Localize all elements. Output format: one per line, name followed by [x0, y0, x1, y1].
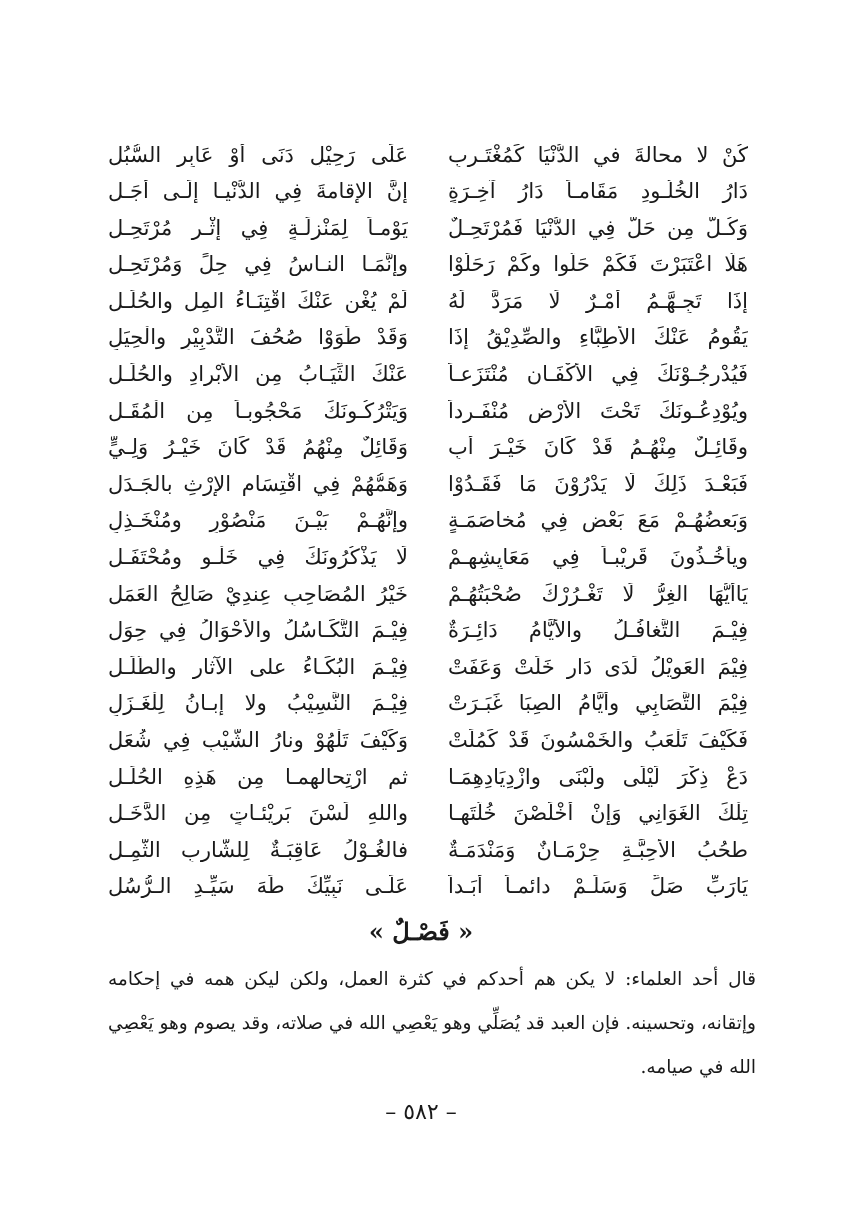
verse-first-hemistich: فِيْمَ العَوِيْلُ لَدَى دَارٍ خَلَتْ وَعَفَتْ — [448, 655, 748, 679]
verse-line — [108, 825, 748, 862]
verse-first-hemistich: يَارَبِّ صَلِّ وَسَلِّـمْ دائمـاً أَبَـداً — [448, 875, 748, 899]
verse-first-hemistich: فِيْمَ التَّصَابِي وأَيَّامُ الصِبَا غَبَـرَتْ — [448, 692, 748, 716]
verse-first-hemistich: دَعْ ذِكْرَ لَيْلَى ولُبْنَى وازْدِيَادِهِمَـا — [448, 765, 748, 789]
verse-second-hemistich: لَمْ يُغْنِ عَنْكَ اقْتِنَـاءُ المِلِ والحُلَـلِ — [108, 289, 408, 313]
verse-first-hemistich: فَكَيْفَ تَلْعَبُ والخَمْسُونَ قَدْ كَمُلَتْ — [448, 729, 748, 752]
verse-first-hemistich: يَاأَيُّهَا الغِرُّ لَا تَغْـرُرْكَ صُحْبَتُهُـمْ — [448, 582, 748, 606]
verse-first-hemistich: فَيُدْرِجُـوْنَكَ فِي الأَكْفَـانِ مُنْتَزَعـاً — [448, 363, 748, 387]
verse-line — [108, 642, 748, 679]
verse-first-hemistich: يَقُومُ عَنْكَ الأَطِبَّاءِ والصِّدِيْقُ إِذَا — [448, 326, 748, 350]
verse-second-hemistich: عَلَـى نَبِيِّكَ طَهَ سَيِّـدِ الـرُّسُلِ — [108, 875, 408, 899]
verse-line — [108, 459, 748, 496]
verse-first-hemistich: فِيْـمَ التَّغافُـلُ والأَيَّامُ دَائِـرَةٌ — [448, 619, 748, 643]
verse-second-hemistich: ثم ارْتِحالهمـا مِن هَذِهِ الحُلَـلِ — [108, 765, 408, 789]
verse-second-hemistich: عَنْكَ الثِّيَـابُ مِن الأَبْرادِ والحُلَـلِ — [108, 363, 408, 387]
verse-second-hemistich: إِنَّ الإقامةَ فِي الدُّنْيـا إِلَـى أَجَـلِ — [108, 180, 408, 204]
verse-first-hemistich: وَبَعضُهُـمْ مَعَ بَعْضٍ فِي مُخاصَمَـةٍ — [448, 509, 748, 533]
page-number: – ٥٨٢ – — [385, 1100, 457, 1125]
verse-line — [108, 789, 748, 826]
verse-second-hemistich: يَوْمـاً لِمَنْزِلَـةٍ فِي إِثْـرِ مُرْتَحِـلِ — [108, 216, 408, 240]
verse-line — [108, 423, 748, 460]
verse-line — [108, 533, 748, 570]
verse-second-hemistich: واللهِ لَسْنَ بَرِيْئـاتٍ مِن الدَّخَـلِ — [108, 802, 408, 826]
verse-second-hemistich: فِيْـمَ البُكَـاءُ على الآثارِ والطَّلَـلِ — [108, 655, 408, 679]
verse-second-hemistich: وإِنَّمَـا النـاسُ فِي حِلٍّ وَمُرْتَحِـلِ — [108, 253, 408, 277]
verse-first-hemistich: ويأْخُـذُونَ قَرِيْبـاً فِي مَعَايِشِهِـمْ — [448, 546, 748, 570]
verse-second-hemistich: وإِنَّهُـمْ بَيْـنَ مَنْصُوْرٍ ومُنْخَـذِلِ — [108, 509, 408, 533]
verse-line — [108, 130, 748, 167]
verse-first-hemistich: دَارُ الخُلُـودِ مَقَامـاً دَارُ آخِـرَةٍ — [448, 180, 748, 204]
verse-second-hemistich: وَقَائِلٌ مِنْهُمُ قَدْ كَانَ خَيْـرُ وَلِـيٍّ — [108, 436, 408, 460]
verse-line — [108, 350, 748, 387]
verse-line — [108, 203, 748, 240]
verse-line — [108, 752, 748, 789]
prose-paragraph: قال أحد العلماء: لا يكن هم أحدكم في كثرة العمل، ولكن ليكن همه في إحكامه وإتقانه، وتحسينه. فإن العبد قد يُصَلِّي وهو يَعْصِي الله في صلاته، وقد يصوم وهو يَعْصِي الله في صيامه. — [108, 969, 756, 1078]
verse-first-hemistich: فَبَعْـدَ ذَلِكَ لَا يَدْرُوْنَ مَا فَقَـدُوْا — [448, 472, 748, 496]
poem-verses — [108, 130, 748, 898]
verse-line — [108, 386, 748, 423]
verse-line — [108, 569, 748, 606]
verse-second-hemistich: وَيَتْرُكُـونَكَ مَحْجُوبـاً مِن الْمُقَـلِ — [108, 399, 408, 423]
verse-second-hemistich: وَقَدْ طَوَوْا صُحُفَ التَّدْبِيْرِ والْحِيَلِ — [108, 326, 408, 350]
verse-first-hemistich: وَكُـلُّ مِن حَلَّ فِي الدُّنْيَا فَمُرْتَحِـلٌ — [448, 216, 748, 240]
verse-first-hemistich: تِلْكَ الغَوَانِي وَإِنْ أَخْلَصْنَ خُلَّتَهـا — [448, 802, 748, 826]
verse-line — [108, 167, 748, 204]
verse-line — [108, 496, 748, 533]
verse-second-hemistich: فِيْـمَ التَّكَـاسُلُ والأَحْوَالُ فِي حِوَلِ — [108, 619, 408, 643]
verse-line — [108, 276, 748, 313]
verse-line — [108, 606, 748, 643]
verse-line — [108, 716, 748, 753]
verse-second-hemistich: فِيْـمَ النَّسِيْبُ ولا إِبـانُ لِلْغَـزَلِ — [108, 692, 408, 716]
verse-second-hemistich: وَهَمُّهُمْ فِي اقْتِسَامِ الإِرْثِ بالجَـدَلِ — [108, 472, 408, 496]
verse-second-hemistich: فالغُـوْلُ عَاقِبَـةٌ لِلشَّارِبِ الثَّمِـلِ — [108, 838, 408, 862]
verse-second-hemistich: عَلَى رَحِيْلٍ دَنَى أَوْ عَابِرِ السُّبُلِ — [108, 143, 408, 167]
verse-first-hemistich: ويُوْدِعُـونَكَ تَحْتَ الأَرْضِ مُنْفَـرِداً — [448, 399, 748, 423]
verse-line — [108, 862, 748, 899]
section-heading: « فَصْـلٌ » — [368, 917, 474, 946]
verse-first-hemistich: هَلَّا اعْتَبَرْتَ فَكَمْ حَلُّوا وكَمْ رَحَلُوْا — [448, 253, 748, 277]
verse-line — [108, 240, 748, 277]
verse-second-hemistich: لَا يَذْكُرُونَكَ فِي خَلْـوٍ ومُحْتَفَـلِ — [108, 546, 408, 570]
verse-first-hemistich: طحُبُ الأَحِبَّـةِ حِرْمَـانٌ وَمَنْدَمَـةٌ — [448, 838, 748, 862]
verse-second-hemistich: وَكَيْفَ تَلْهُوْ ونارُ الشَّيْبِ فِي شُعَلِ — [108, 729, 408, 752]
verse-second-hemistich: خَيْرُ المُصَاحِبِ عِندِيْ صَالِحُ العَمَلِ — [108, 582, 408, 606]
verse-first-hemistich: كُنْ لا محالةَ في الدُّنْيَا كَمُغْتَـرِبٍ — [448, 143, 748, 167]
verse-line — [108, 313, 748, 350]
verse-first-hemistich: إِذَا تَجِـهَّـمُ أَمْـرٌ لَا مَرَدَّ لَهُ — [448, 289, 748, 313]
verse-line — [108, 679, 748, 716]
verse-first-hemistich: وقَائِـلٌ مِنْهُـمُ قَدْ كَانَ خَيْـرَ أَبٍ — [448, 436, 748, 460]
